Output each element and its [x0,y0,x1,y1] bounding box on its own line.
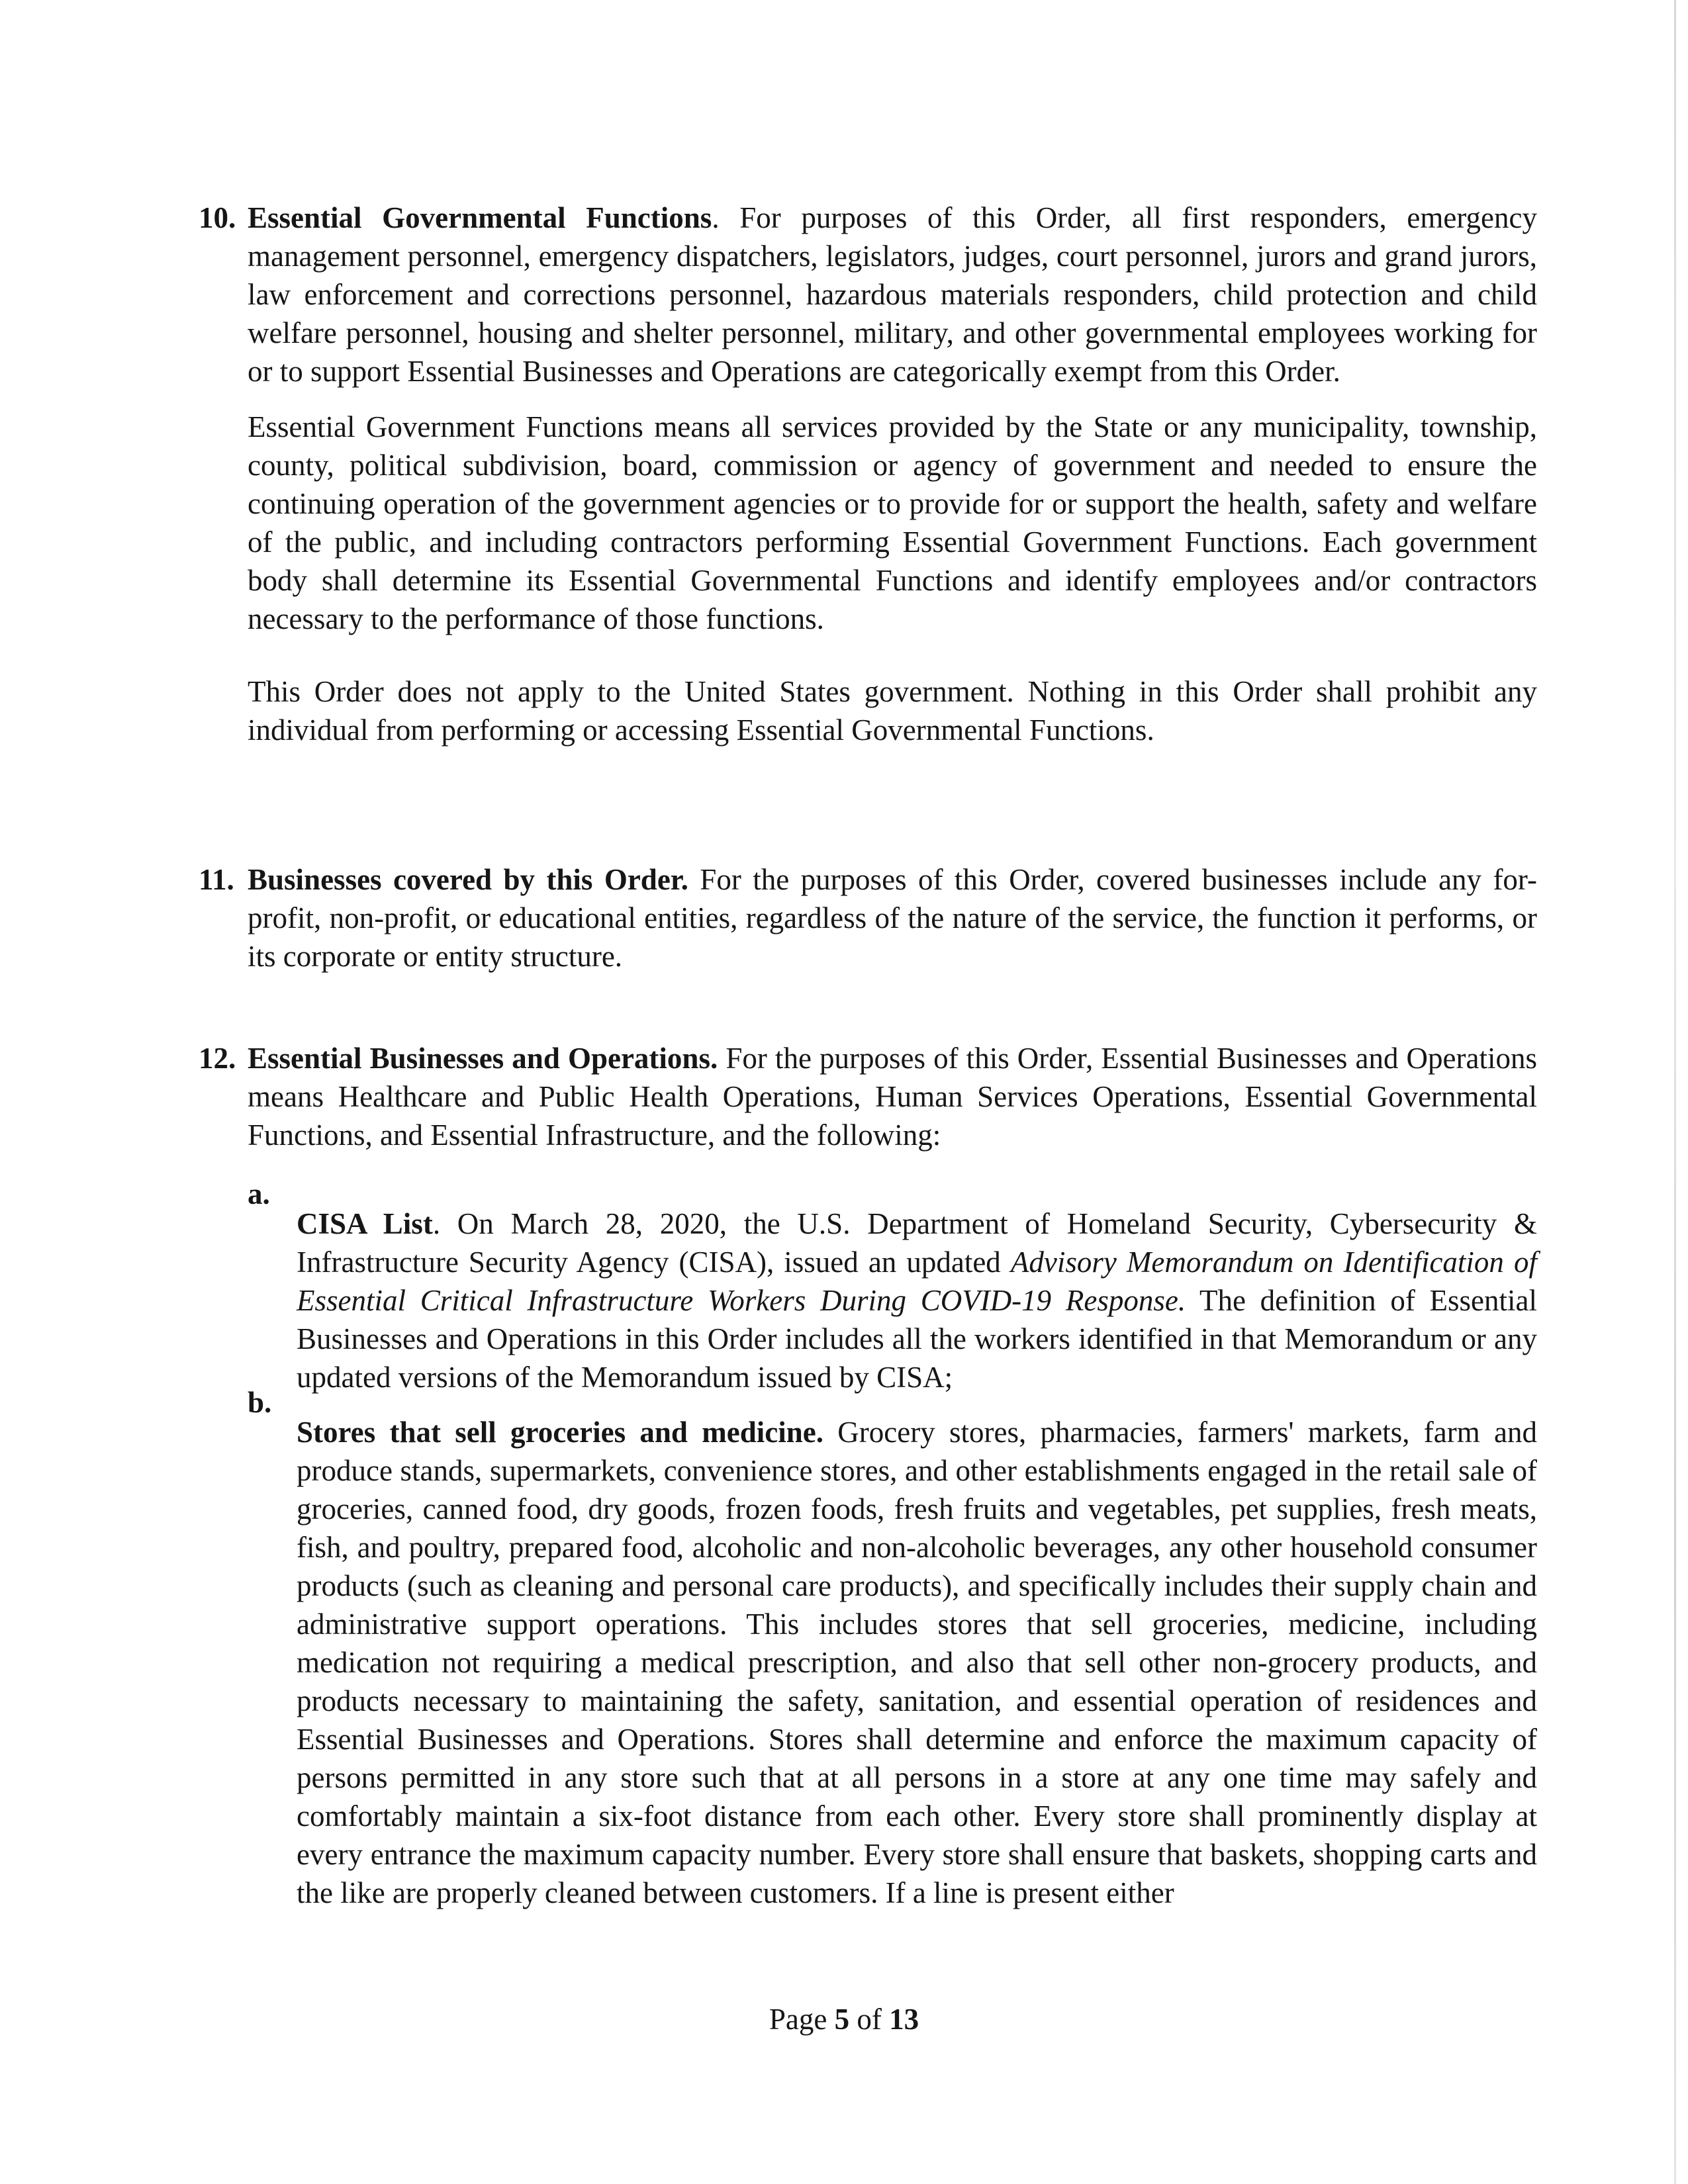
section-10-paragraph-3: This Order does not apply to the United States government. Nothing in this Order shall prohibit any individual from performing or accessing Essential Governmental Functions. [248,675,1537,747]
section-text: For the purposes of this Order, Essential Businesses and Operations means Healthcare and Public Health Operations, Human Services Operations, Essential Governmental Functions, and Essential Infrastructure, and the following: [248,1042,1538,1152]
list-item-text: . On March 28, 2020, the U.S. Department of Homeland Security, Cybersecurity & Infrastructure Security Agency (CISA), issued an updated [297,1207,1537,1279]
page-separator: of [849,2003,890,2036]
memorandum-title: Advisory Memorandum on Identification of Essential Critical Infrastructure Workers During COVID-19 Response. [297,1246,1537,1317]
section-11 [199,860,1537,976]
list-item-text: Grocery stores, pharmacies, farmers' markets, farm and produce stands, supermarkets, convenience stores, and other establishments engaged in the retail sale of groceries, canned food, dry goods, frozen foods, fresh fruits and vegetables, pet supplies, fresh meats, fish, and poultry, prepared food, alcoholic and non-alcoholic beverages, any other household consumer products (such as cleaning and personal care products), and specifically includes their supply chain and administrative support operations. This includes stores that sell groceries, medicine, including medication not requiring a medical prescription, and also that sell other non-grocery products, and products necessary to maintaining the safety, sanitation, and essential operation of residences and Essential Businesses and Operations. Stores shall determine and enforce the maximum capacity of persons permitted in any store such that at all persons in a store at any one time may safely and comfortably maintain a six-foot distance from each other. Every store shall prominently display at every entrance the maximum capacity number. Every store shall ensure that baskets, shopping carts and the like are properly cleaned between customers. If a line is present either [297,1416,1537,1909]
list-item-letter: b. [248,1386,272,1419]
page-total: 13 [889,2003,919,2036]
section-10-paragraph-1 [248,199,1537,390]
section-text: For the purposes of this Order, covered businesses include any for-profit, non-profit, or educational entities, regardless of the nature of the service, the function it performs, or its corporate or entity structure. [248,863,1538,973]
page-edge-line [1674,0,1676,2184]
list-item-text: The definition of Essential Businesses and Operations in this Order includes all the workers identified in that Memorandum or any updated versions of the Memorandum issued by CISA; [297,1284,1537,1394]
page-number-footer [0,2000,1688,2038]
section-heading: Businesses covered by this Order. [248,863,688,896]
list-item-heading: CISA List [297,1207,433,1240]
section-11-paragraph [248,860,1537,976]
section-12-paragraph [248,1039,1537,1154]
page-prefix: Page [769,2003,835,2036]
section-10 [199,199,1537,749]
section-heading: Essential Governmental Functions [248,201,712,234]
section-number: 11. [199,863,234,896]
section-text: . For purposes of this Order, all first responders, emergency management personnel, emergency dispatchers, legislators, judges, court personnel, jurors and grand jurors, law enforcement and corrections personnel, hazardous materials responders, child protection and child welfare personnel, housing and shelter personnel, military, and other governmental employees working for or to support Essential Businesses and Operations are categorically exempt from this Order. [248,201,1537,388]
section-12 [199,1039,1537,1154]
list-item-heading: Stores that sell groceries and medicine. [297,1416,823,1449]
section-number: 10. [199,201,236,234]
section-heading: Essential Businesses and Operations. [248,1042,718,1075]
list-item-b [248,1383,1537,1942]
section-10-paragraph-2: Essential Government Functions means all services provided by the State or any municipality, township, county, political subdivision, board, commission or agency of government and needed to ensure the continuing operation of the government agencies or to provide for or support the health, safety and welfare of the public, and including contractors performing Essential Government Functions. Each government body shall determine its Essential Governmental Functions and identify employees and/or contractors necessary to the performance of those functions. [248,410,1537,635]
list-item-paragraph [297,1413,1537,1912]
section-number: 12. [199,1042,236,1075]
page-current: 5 [834,2003,850,2036]
list-item-letter: a. [248,1177,270,1210]
list-item-paragraph [297,1205,1537,1396]
